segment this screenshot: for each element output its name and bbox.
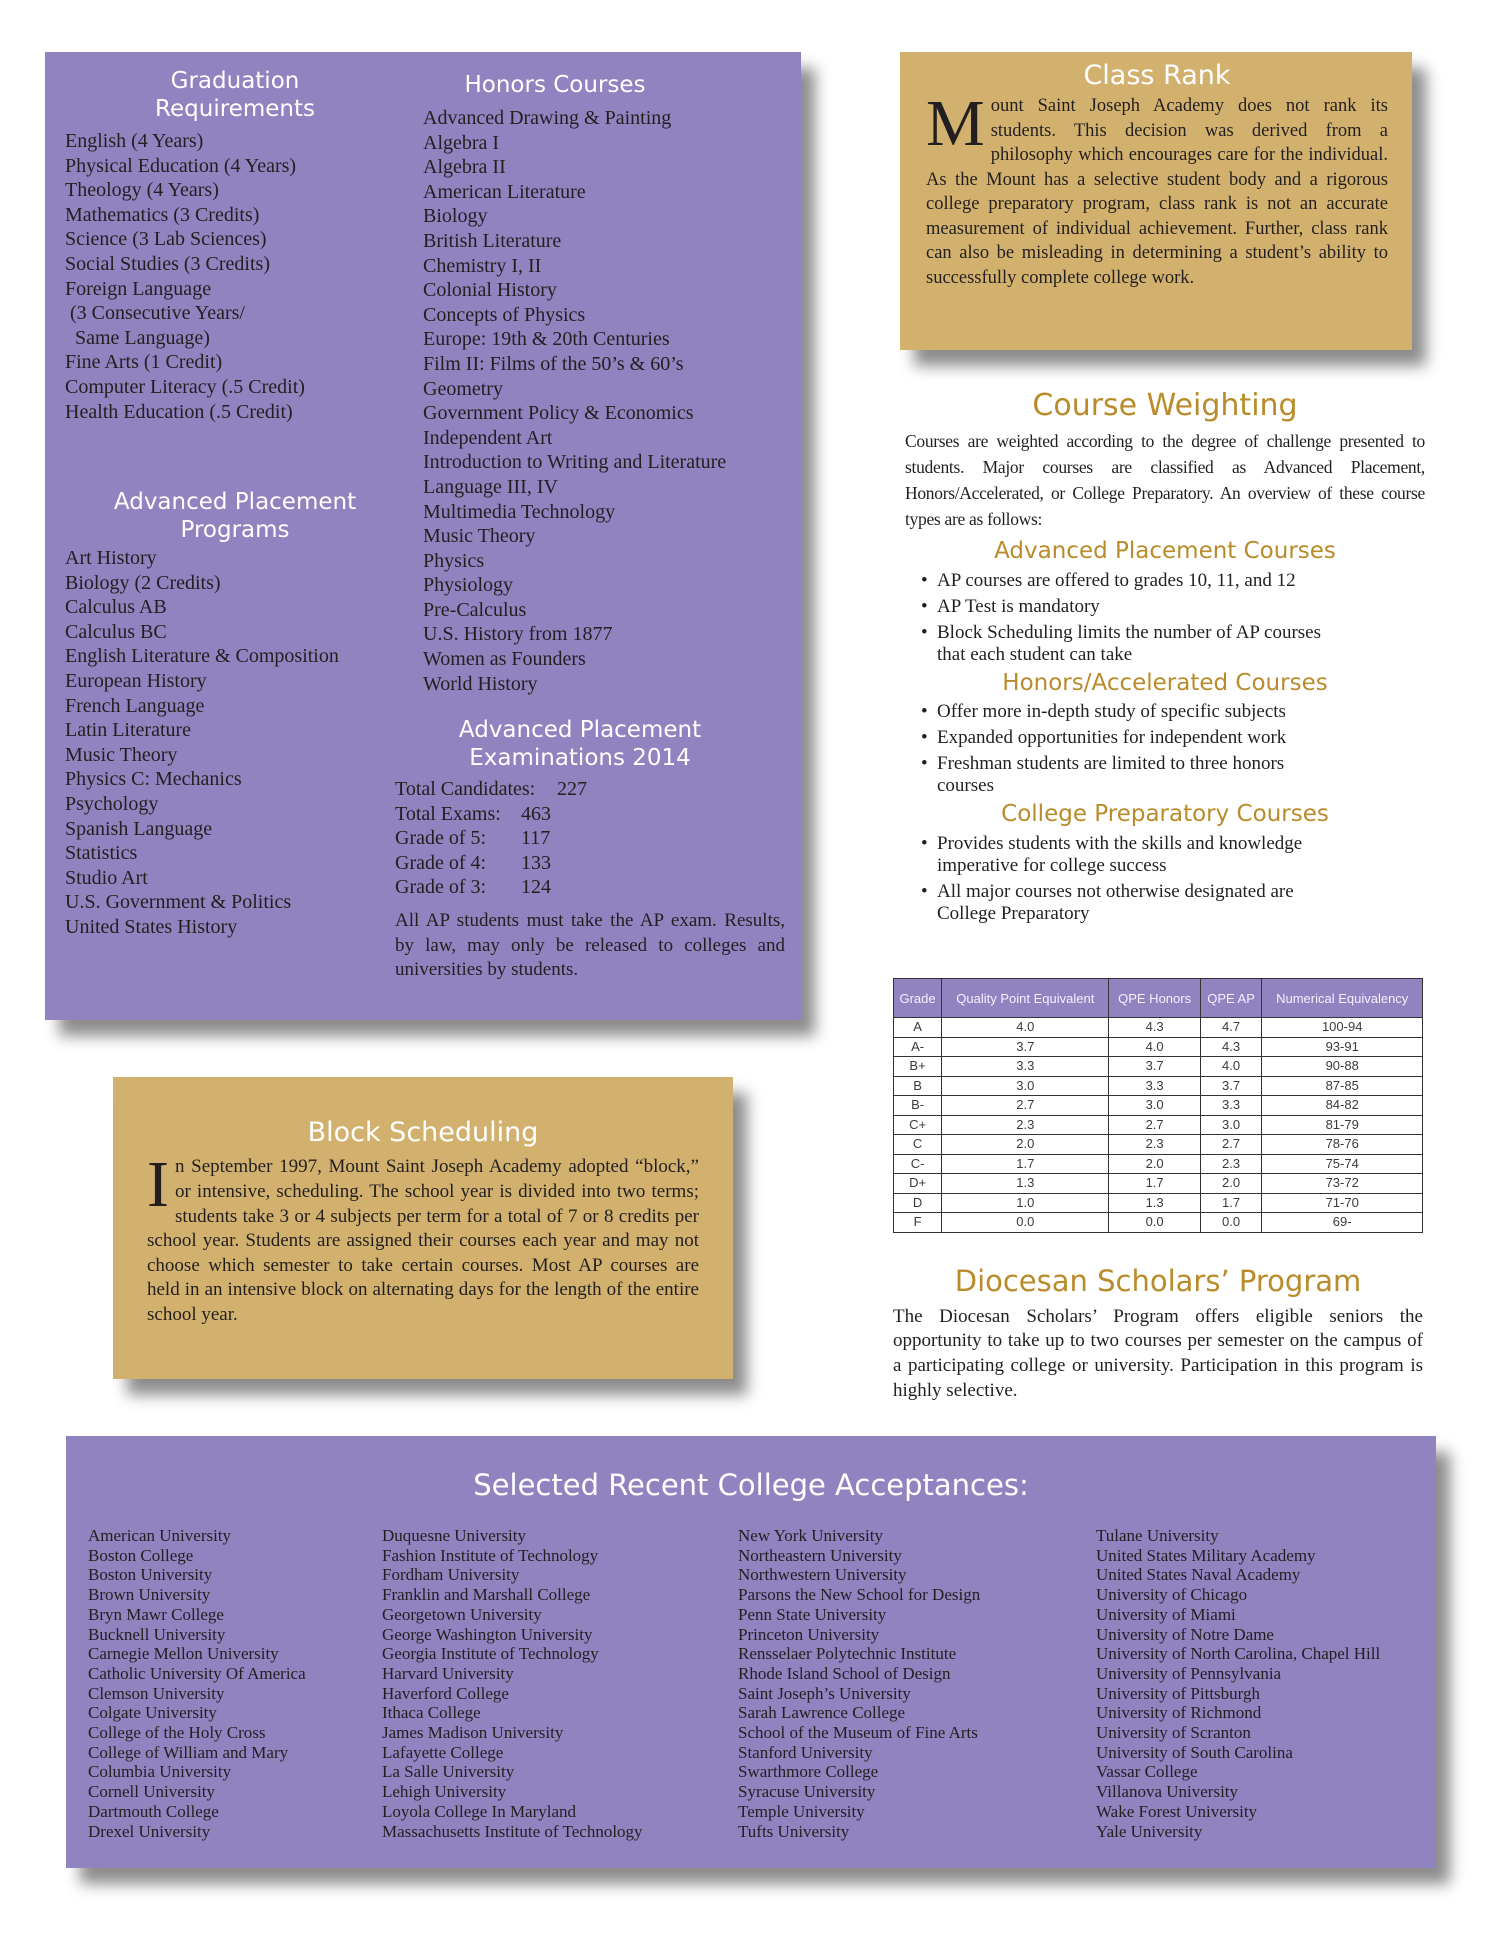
grade-table-cell: C+ (894, 1115, 942, 1135)
honors-course-item: Physics (423, 549, 485, 572)
grade-table-cell: 2.0 (1109, 1154, 1200, 1174)
honors-course-item: Language III, IV (423, 475, 558, 498)
grade-table-cell: A- (894, 1037, 942, 1057)
honors-course-item: World History (423, 672, 538, 695)
college-item: Penn State University (738, 1604, 887, 1624)
ap-stat-value: 463 (521, 802, 551, 825)
grade-table-cell: 4.0 (1200, 1057, 1262, 1077)
grade-table-cell: D (894, 1193, 942, 1213)
ap-programs-title-line2: Programs (180, 516, 290, 543)
grade-table-cell: C (894, 1135, 942, 1155)
grade-table-cell: 3.0 (942, 1076, 1109, 1096)
course-type-bullets (905, 833, 1345, 925)
grade-table-header-cell: Numerical Equivalency (1262, 979, 1423, 1018)
graduation-requirement-item: (3 Consecutive Years/ (65, 302, 245, 325)
ap-program-item: Biology (2 Credits) (65, 571, 221, 594)
college-item: Clemson University (88, 1683, 225, 1703)
ap-program-item: Calculus AB (65, 596, 167, 619)
class-rank-text (926, 87, 1388, 290)
acceptances-title: Selected Recent College Acceptances: (473, 1468, 1029, 1502)
grade-table-cell: 3.3 (942, 1057, 1109, 1077)
grade-table-cell: B (894, 1076, 942, 1096)
college-item: United States Military Academy (1096, 1545, 1316, 1565)
college-item: Catholic University Of America (88, 1663, 306, 1683)
honors-course-item: Introduction to Writing and Literature (423, 451, 727, 474)
college-item: Georgia Institute of Technology (382, 1644, 599, 1664)
college-item: Villanova University (1096, 1782, 1239, 1802)
course-type-bullet: • Expanded opportunities for independent work (915, 727, 1345, 749)
grade-table-cell: 4.0 (1109, 1037, 1200, 1057)
grade-table-row (894, 1076, 1423, 1096)
ap-stat-label: Total Candidates: (395, 778, 536, 800)
college-item: Colgate University (88, 1703, 217, 1723)
grade-table-header-cell: QPE AP (1200, 979, 1262, 1018)
college-item: Georgetown University (382, 1604, 542, 1624)
grade-table-cell: 2.7 (1200, 1135, 1262, 1155)
college-item: Parsons the New School for Design (738, 1585, 981, 1605)
acceptances-column-4 (1096, 1526, 1380, 1841)
ap-stat-value: 117 (521, 827, 551, 850)
honors-course-item: Algebra II (423, 156, 506, 179)
grade-table-row (894, 1154, 1423, 1174)
honors-course-item: Biology (423, 205, 488, 228)
acceptances-column-3 (738, 1526, 980, 1841)
course-type-bullet: • AP courses are offered to grades 10, 11, and 12 (915, 570, 1345, 592)
ap-stat-row (395, 826, 587, 851)
grade-table-row (894, 1135, 1423, 1155)
ap-programs-list (65, 546, 339, 940)
ap-stat-row (395, 802, 587, 827)
block-scheduling-title: Block Scheduling (307, 1117, 539, 1148)
course-type-bullet: • All major courses not otherwise designated are College Preparatory (915, 881, 1345, 925)
class-rank-title: Class Rank (1083, 60, 1231, 91)
grade-table-cell: 3.7 (1200, 1076, 1262, 1096)
course-weighting-section (905, 388, 1425, 929)
grade-table-header-cell: Quality Point Equivalent (942, 979, 1109, 1018)
class-rank-dropcap: M (926, 87, 985, 161)
grade-table-cell: 4.0 (942, 1018, 1109, 1038)
course-type-bullet: • Provides students with the skills and knowledge imperative for college success (915, 833, 1345, 877)
ap-stat-label: Grade of 5: (395, 827, 487, 850)
honors-course-item: Pre-Calculus (423, 598, 527, 621)
grade-table-body (894, 1018, 1423, 1233)
acceptances-column-2 (382, 1526, 643, 1841)
college-item: James Madison University (382, 1723, 564, 1743)
grade-table-cell: 78-76 (1262, 1135, 1423, 1155)
honors-course-item: Multimedia Technology (423, 500, 616, 523)
college-item: Bryn Mawr College (88, 1604, 224, 1624)
grade-table-header-cell: QPE Honors (1109, 979, 1200, 1018)
college-item: Temple University (738, 1801, 865, 1821)
grade-table-cell: 75-74 (1262, 1154, 1423, 1174)
grade-table-cell: 0.0 (1109, 1213, 1200, 1233)
course-weighting-title: Course Weighting (1032, 388, 1298, 423)
graduation-requirement-item: Theology (4 Years) (65, 179, 219, 202)
college-item: Princeton University (738, 1624, 880, 1644)
grade-table-cell: 90-88 (1262, 1057, 1423, 1077)
college-item: Syracuse University (738, 1782, 876, 1802)
college-item: Boston University (88, 1565, 213, 1585)
ap-exams-stats (395, 777, 587, 900)
college-item: University of Chicago (1096, 1585, 1248, 1605)
grade-table-row (894, 1057, 1423, 1077)
ap-program-item: Studio Art (65, 866, 148, 889)
college-item: School of the Museum of Fine Arts (738, 1723, 978, 1743)
honors-course-item: Algebra I (423, 131, 500, 154)
ap-program-item: United States History (65, 915, 238, 938)
honors-course-item: U.S. History from 1877 (423, 623, 613, 646)
grade-table-cell: 81-79 (1262, 1115, 1423, 1135)
grade-table-row (894, 1096, 1423, 1116)
college-item: Ithaca College (382, 1703, 481, 1723)
college-item: College of William and Mary (88, 1742, 289, 1762)
ap-exams-note: All AP students must take the AP exam. Results, by law, may only be released to colleges and universities by students. (395, 910, 785, 980)
course-weighting-intro: Courses are weighted according to the degree of challenge presented to students. Major courses are classified as Advanced Placement, Honors/Accelerated, or College Preparatory. An overview of these course types are as follows: (905, 431, 1425, 529)
course-type-bullets (905, 570, 1345, 666)
ap-program-item: Physics C: Mechanics (65, 768, 242, 791)
college-item: Carnegie Mellon University (88, 1644, 279, 1664)
graduation-requirement-item: Social Studies (3 Credits) (65, 252, 270, 275)
ap-program-item: U.S. Government & Politics (65, 891, 292, 914)
college-item: Fordham University (382, 1565, 520, 1585)
honors-course-item: Independent Art (423, 426, 553, 449)
grade-table-cell: 1.7 (1200, 1193, 1262, 1213)
grade-table-row (894, 1213, 1423, 1233)
block-scheduling-text (147, 1148, 699, 1327)
grade-table-cell: 4.7 (1200, 1018, 1262, 1038)
grade-table-cell: 1.7 (1109, 1174, 1200, 1194)
college-item: Tufts University (738, 1821, 850, 1841)
grade-table-cell: 1.3 (1109, 1193, 1200, 1213)
ap-program-item: Spanish Language (65, 817, 213, 840)
grade-table-cell: 84-82 (1262, 1096, 1423, 1116)
ap-stat-label: Grade of 4: (395, 851, 487, 874)
college-item: Tulane University (1096, 1526, 1219, 1545)
grade-table-cell: 69- (1262, 1213, 1423, 1233)
acceptances-panel (66, 1436, 1436, 1868)
college-item: Boston College (88, 1545, 194, 1565)
grade-table-cell: B+ (894, 1057, 942, 1077)
grade-table-cell: 71-70 (1262, 1193, 1423, 1213)
grade-table-cell: 2.3 (1200, 1154, 1262, 1174)
college-item: University of Notre Dame (1096, 1624, 1274, 1644)
grade-table-cell: 2.3 (1109, 1135, 1200, 1155)
college-item: College of the Holy Cross (88, 1723, 266, 1743)
college-item: Lafayette College (382, 1742, 504, 1762)
honors-course-item: Europe: 19th & 20th Centuries (423, 328, 670, 351)
college-item: Brown University (88, 1585, 211, 1605)
college-item: Fashion Institute of Technology (382, 1545, 599, 1565)
diocesan-section (893, 1264, 1423, 1403)
college-item: Stanford University (738, 1742, 873, 1762)
grade-table-cell: A (894, 1018, 942, 1038)
college-item: Duquesne University (382, 1526, 527, 1545)
honors-course-item: Government Policy & Economics (423, 402, 694, 425)
college-item: La Salle University (382, 1762, 515, 1782)
diocesan-title: Diocesan Scholars’ Program (954, 1264, 1362, 1298)
honors-course-item: British Literature (423, 229, 562, 252)
course-type-title: Honors/Accelerated Courses (1002, 669, 1328, 696)
grade-table-cell: 2.7 (1109, 1115, 1200, 1135)
ap-exams-title-line1: Advanced Placement (458, 717, 702, 743)
college-item: Lehigh University (382, 1782, 507, 1802)
block-scheduling-body: n September 1997, Mount Saint Joseph Academy adopted “block,” or intensive, scheduling. The school year is divided into two terms; students take 3 or 4 subjects per term for a total of 7 or 8 credits per school year. Students are assigned their courses each year and may not choose which semester to take certain courses. Most AP courses are held in an intensive block on alternating days for the length of the entire school year. (147, 1156, 699, 1325)
grade-table-cell: 0.0 (942, 1213, 1109, 1233)
graduation-requirement-item: Health Education (.5 Credit) (65, 400, 293, 423)
graduation-requirement-item: Foreign Language (65, 277, 212, 300)
college-item: Cornell University (88, 1782, 216, 1802)
college-item: United States Naval Academy (1096, 1565, 1301, 1585)
ap-program-item: European History (65, 669, 207, 692)
honors-course-item: Advanced Drawing & Painting (423, 107, 672, 129)
academics-panel (45, 52, 801, 1020)
honors-course-item: Women as Founders (423, 648, 586, 671)
college-item: University of Scranton (1096, 1723, 1251, 1743)
course-type-bullet: • Block Scheduling limits the number of AP courses that each student can take (915, 622, 1345, 666)
block-scheduling-dropcap: I (147, 1148, 169, 1222)
college-item: University of North Carolina, Chapel Hill (1096, 1644, 1381, 1664)
grade-table-row (894, 1018, 1423, 1038)
grade-table-row (894, 1037, 1423, 1057)
course-type-title: Advanced Placement Courses (994, 538, 1336, 564)
diocesan-text: The Diocesan Scholars’ Program offers eligible seniors the opportunity to take up to two courses per semester on the campus of a participating college or university. Participation in this program is highly selective. (893, 1305, 1423, 1401)
graduation-requirement-item: Science (3 Lab Sciences) (65, 228, 267, 251)
college-item: Massachusetts Institute of Technology (382, 1821, 643, 1841)
college-item: University of Richmond (1096, 1703, 1262, 1723)
grade-table-cell: D+ (894, 1174, 942, 1194)
college-item: Northwestern University (738, 1565, 907, 1585)
college-item: Vassar College (1096, 1762, 1198, 1782)
college-item: Wake Forest University (1096, 1801, 1258, 1821)
college-item: Drexel University (88, 1821, 211, 1841)
college-item: University of Miami (1096, 1604, 1236, 1624)
college-item: Saint Joseph’s University (738, 1683, 911, 1703)
graduation-list (65, 129, 305, 424)
graduation-title-line2: Requirements (155, 95, 315, 122)
college-item: Swarthmore College (738, 1762, 879, 1782)
college-item: Yale University (1096, 1821, 1203, 1841)
graduation-requirement-item: English (4 Years) (65, 130, 204, 152)
class-rank-panel (900, 52, 1412, 350)
course-type-bullets (905, 701, 1345, 797)
ap-program-item: Statistics (65, 842, 138, 865)
honors-list (423, 106, 726, 696)
grade-table-cell: 93-91 (1262, 1037, 1423, 1057)
college-item: Loyola College In Maryland (382, 1801, 577, 1821)
ap-exams-title-line2: Examinations 2014 (469, 744, 691, 771)
graduation-title (85, 68, 385, 123)
grade-table-cell: 87-85 (1262, 1076, 1423, 1096)
honors-course-item: Film II: Films of the 50’s & 60’s (423, 352, 684, 375)
ap-stat-row (395, 875, 587, 900)
college-item: University of Pennsylvania (1096, 1663, 1282, 1683)
ap-stat-row (395, 777, 587, 802)
college-item: Rensselaer Polytechnic Institute (738, 1644, 957, 1664)
ap-stat-label: Total Exams: (395, 802, 501, 825)
grade-table-header (894, 979, 1423, 1018)
graduation-requirement-item: Physical Education (4 Years) (65, 154, 297, 177)
college-item: Franklin and Marshall College (382, 1585, 591, 1605)
honors-course-item: Music Theory (423, 525, 536, 548)
grade-table-cell: 2.0 (1200, 1174, 1262, 1194)
block-scheduling-panel (113, 1077, 733, 1379)
ap-program-item: Music Theory (65, 743, 178, 766)
honors-course-item: Chemistry I, II (423, 254, 542, 277)
ap-program-item: English Literature & Composition (65, 645, 339, 668)
ap-program-item: French Language (65, 694, 205, 717)
grade-table (893, 978, 1423, 1233)
ap-program-item: Art History (65, 547, 157, 569)
ap-programs-title (75, 489, 395, 544)
grade-table-cell: 0.0 (1200, 1213, 1262, 1233)
acceptances-column-1 (88, 1526, 306, 1841)
grade-table-cell: 73-72 (1262, 1174, 1423, 1194)
college-item: University of South Carolina (1096, 1742, 1293, 1762)
college-item: Bucknell University (88, 1624, 226, 1644)
grade-table-cell: 1.3 (942, 1174, 1109, 1194)
class-rank-body: ount Saint Joseph Academy does not rank its students. This decision was derived from a philosophy which encourages care for the individual. As the Mount has a selective student body and a rigorous college preparatory program, class rank is not an accurate measurement of individual achievement. Further, class rank can also be misleading in determining a student’s ability to successfully complete college work. (926, 96, 1388, 288)
honors-title: Honors Courses (464, 72, 646, 98)
ap-program-item: Calculus BC (65, 620, 167, 643)
honors-course-item: Colonial History (423, 279, 557, 302)
college-item: Harvard University (382, 1663, 514, 1683)
ap-programs-title-line1: Advanced Placement (113, 489, 357, 515)
grade-table-cell: 2.3 (942, 1115, 1109, 1135)
grade-table-cell: 4.3 (1200, 1037, 1262, 1057)
grade-table-row (894, 1193, 1423, 1213)
college-item: George Washington University (382, 1624, 593, 1644)
college-item: Haverford College (382, 1683, 509, 1703)
grade-table-cell: 2.0 (942, 1135, 1109, 1155)
college-item: Dartmouth College (88, 1801, 219, 1821)
grade-table-cell: B- (894, 1096, 942, 1116)
college-item: Sarah Lawrence College (738, 1703, 906, 1723)
ap-stat-value: 133 (521, 851, 551, 874)
grade-table-cell: 3.0 (1200, 1115, 1262, 1135)
grade-table-row (894, 1115, 1423, 1135)
grade-table-cell: 1.7 (942, 1154, 1109, 1174)
college-item: Northeastern University (738, 1545, 902, 1565)
course-type-bullet: • Freshman students are limited to three honors courses (915, 753, 1345, 797)
ap-stat-value: 227 (557, 778, 587, 800)
grade-table-cell: 3.0 (1109, 1096, 1200, 1116)
graduation-requirement-item: Same Language) (65, 326, 210, 349)
grade-table-cell: C- (894, 1154, 942, 1174)
grade-table-cell: F (894, 1213, 942, 1233)
grade-table-cell: 100-94 (1262, 1018, 1423, 1038)
college-item: Rhode Island School of Design (738, 1663, 951, 1683)
ap-stat-row (395, 851, 587, 876)
graduation-title-line1: Graduation (170, 68, 300, 94)
honors-course-item: Concepts of Physics (423, 303, 586, 326)
course-type-title: College Preparatory Courses (1001, 801, 1329, 828)
grade-table-cell: 4.3 (1109, 1018, 1200, 1038)
course-type-bullet: • Offer more in-depth study of specific subjects (915, 701, 1345, 723)
grade-table-header-cell: Grade (894, 979, 942, 1018)
grade-table-cell: 1.0 (942, 1193, 1109, 1213)
college-item: New York University (738, 1526, 883, 1545)
ap-program-item: Psychology (65, 792, 159, 815)
honors-course-item: Physiology (423, 574, 514, 597)
graduation-requirement-item: Fine Arts (1 Credit) (65, 351, 223, 374)
grade-table-row (894, 1174, 1423, 1194)
graduation-requirement-item: Computer Literacy (.5 Credit) (65, 375, 305, 398)
grade-table-cell: 3.7 (1109, 1057, 1200, 1077)
ap-stat-value: 124 (521, 876, 551, 899)
college-item: Columbia University (88, 1762, 232, 1782)
course-type-bullet: • AP Test is mandatory (915, 596, 1345, 618)
ap-program-item: Latin Literature (65, 719, 192, 742)
graduation-requirement-item: Mathematics (3 Credits) (65, 203, 260, 226)
grade-table-cell: 2.7 (942, 1096, 1109, 1116)
honors-course-item: Geometry (423, 377, 503, 400)
ap-stat-label: Grade of 3: (395, 876, 487, 899)
college-item: American University (88, 1526, 232, 1545)
grade-table-cell: 3.3 (1200, 1096, 1262, 1116)
grade-table-cell: 3.3 (1109, 1076, 1200, 1096)
ap-exams-title (425, 717, 735, 772)
college-item: University of Pittsburgh (1096, 1683, 1261, 1703)
honors-course-item: American Literature (423, 180, 586, 203)
grade-table-cell: 3.7 (942, 1037, 1109, 1057)
course-weighting-sections (905, 538, 1425, 925)
